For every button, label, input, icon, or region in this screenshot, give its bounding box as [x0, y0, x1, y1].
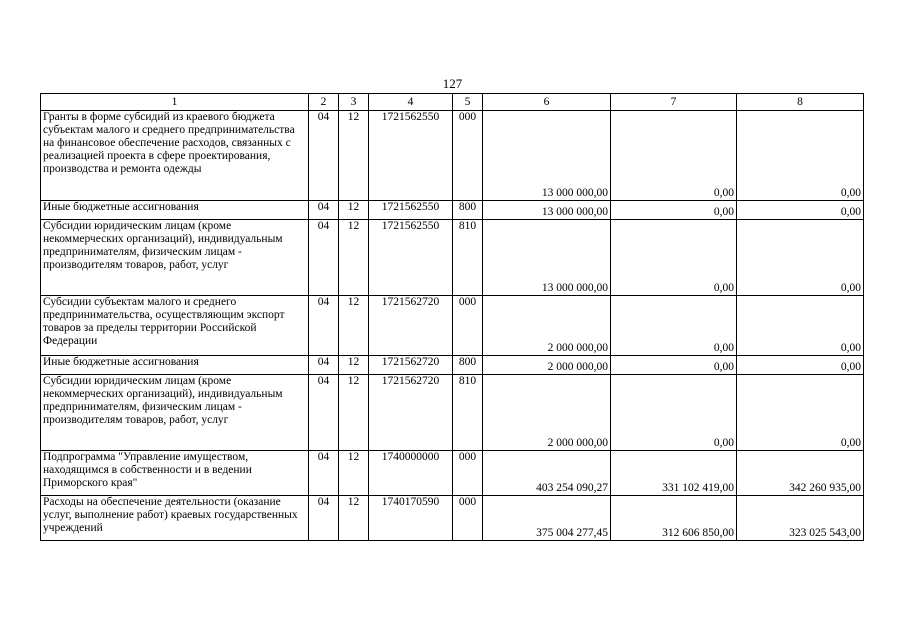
amount-col8-cell: 0,00 — [737, 375, 864, 451]
subsection-code-cell: 12 — [339, 356, 369, 375]
expense-type-cell: 000 — [453, 296, 483, 356]
amount-col6-cell: 375 004 277,45 — [483, 496, 611, 541]
target-item-code-cell: 1740000000 — [369, 451, 453, 496]
expense-type-cell: 810 — [453, 220, 483, 296]
target-item-code-cell: 1721562550 — [369, 201, 453, 220]
amount-col6-cell: 403 254 090,27 — [483, 451, 611, 496]
column-header: 3 — [339, 94, 369, 111]
column-header: 2 — [309, 94, 339, 111]
row-name-cell: Иные бюджетные ассигнования — [41, 201, 309, 220]
target-item-code-cell: 1721562720 — [369, 296, 453, 356]
target-item-code-cell: 1740170590 — [369, 496, 453, 541]
section-code-cell: 04 — [309, 451, 339, 496]
target-item-code-cell: 1721562550 — [369, 111, 453, 201]
table-row — [41, 375, 864, 451]
subsection-code-cell: 12 — [339, 296, 369, 356]
target-item-code-cell: 1721562720 — [369, 375, 453, 451]
section-code-cell: 04 — [309, 375, 339, 451]
row-name-cell: Субсидии субъектам малого и среднего предпринимательства, осуществляющим экспорт товаров за пределы территории Российской Федерации — [41, 296, 309, 356]
row-name-cell: Субсидии юридическим лицам (кроме некоммерческих организаций), индивидуальным предпринимателям, физическим лицам - производителям товаров, работ, услуг — [41, 220, 309, 296]
header-row — [41, 94, 864, 111]
column-header: 6 — [483, 94, 611, 111]
table-row — [41, 496, 864, 541]
target-item-code-cell: 1721562720 — [369, 356, 453, 375]
section-code-cell: 04 — [309, 201, 339, 220]
column-header: 7 — [611, 94, 737, 111]
column-header: 1 — [41, 94, 309, 111]
amount-col8-cell: 0,00 — [737, 111, 864, 201]
expense-type-cell: 810 — [453, 375, 483, 451]
amount-col6-cell: 13 000 000,00 — [483, 111, 611, 201]
amount-col6-cell: 13 000 000,00 — [483, 201, 611, 220]
expense-type-cell: 000 — [453, 451, 483, 496]
expense-type-cell: 000 — [453, 496, 483, 541]
subsection-code-cell: 12 — [339, 375, 369, 451]
amount-col7-cell: 331 102 419,00 — [611, 451, 737, 496]
column-header: 8 — [737, 94, 864, 111]
row-name-cell: Гранты в форме субсидий из краевого бюджета субъектам малого и среднего предпринимательства на финансовое обеспечение расходов, связанных с реализацией проекта в сфере проектирования, производства и ремонта одежды — [41, 111, 309, 201]
amount-col7-cell: 0,00 — [611, 201, 737, 220]
amount-col8-cell: 0,00 — [737, 201, 864, 220]
amount-col7-cell: 0,00 — [611, 356, 737, 375]
subsection-code-cell: 12 — [339, 201, 369, 220]
table-row — [41, 296, 864, 356]
section-code-cell: 04 — [309, 111, 339, 201]
expense-type-cell: 000 — [453, 111, 483, 201]
subsection-code-cell: 12 — [339, 496, 369, 541]
table-row — [41, 111, 864, 201]
amount-col8-cell: 0,00 — [737, 296, 864, 356]
subsection-code-cell: 12 — [339, 111, 369, 201]
column-header: 4 — [369, 94, 453, 111]
amount-col6-cell: 2 000 000,00 — [483, 296, 611, 356]
row-name-cell: Расходы на обеспечение деятельности (оказание услуг, выполнение работ) краевых государственных учреждений — [41, 496, 309, 541]
target-item-code-cell: 1721562550 — [369, 220, 453, 296]
amount-col7-cell: 312 606 850,00 — [611, 496, 737, 541]
subsection-code-cell: 12 — [339, 451, 369, 496]
amount-col8-cell: 323 025 543,00 — [737, 496, 864, 541]
amount-col7-cell: 0,00 — [611, 220, 737, 296]
expense-type-cell: 800 — [453, 356, 483, 375]
section-code-cell: 04 — [309, 496, 339, 541]
section-code-cell: 04 — [309, 296, 339, 356]
column-header: 5 — [453, 94, 483, 111]
amount-col6-cell: 13 000 000,00 — [483, 220, 611, 296]
amount-col8-cell: 0,00 — [737, 220, 864, 296]
expense-type-cell: 800 — [453, 201, 483, 220]
row-name-cell: Субсидии юридическим лицам (кроме некоммерческих организаций), индивидуальным предпринимателям, физическим лицам - производителям товаров, работ, услуг — [41, 375, 309, 451]
budget-table — [40, 93, 864, 541]
table-row — [41, 201, 864, 220]
amount-col7-cell: 0,00 — [611, 296, 737, 356]
page-number: 127 — [442, 76, 463, 91]
amount-col7-cell: 0,00 — [611, 375, 737, 451]
table-row — [41, 356, 864, 375]
subsection-code-cell: 12 — [339, 220, 369, 296]
amount-col6-cell: 2 000 000,00 — [483, 375, 611, 451]
amount-col8-cell: 342 260 935,00 — [737, 451, 864, 496]
amount-col6-cell: 2 000 000,00 — [483, 356, 611, 375]
section-code-cell: 04 — [309, 220, 339, 296]
amount-col8-cell: 0,00 — [737, 356, 864, 375]
row-name-cell: Иные бюджетные ассигнования — [41, 356, 309, 375]
row-name-cell: Подпрограмма "Управление имуществом, находящимся в собственности и в ведении Приморского края" — [41, 451, 309, 496]
table-row — [41, 451, 864, 496]
amount-col7-cell: 0,00 — [611, 111, 737, 201]
table-row — [41, 220, 864, 296]
section-code-cell: 04 — [309, 356, 339, 375]
